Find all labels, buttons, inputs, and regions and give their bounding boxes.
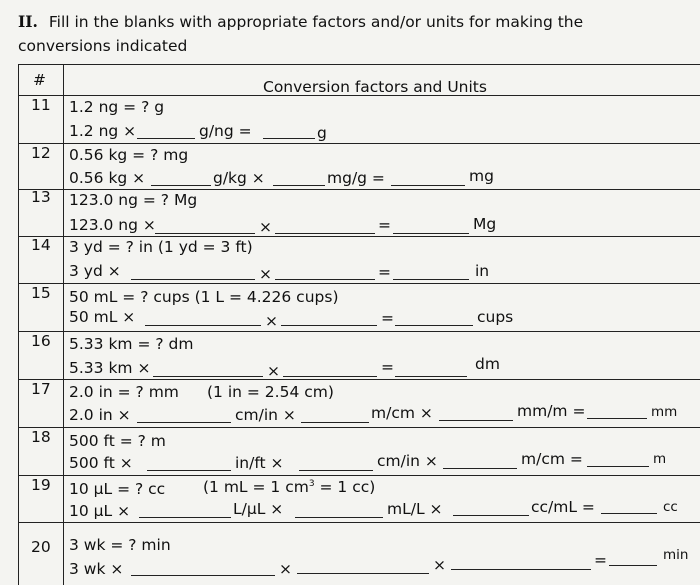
equals-13: = xyxy=(378,216,391,234)
unit-19-b: mL/L × xyxy=(387,500,443,518)
times-14: × xyxy=(259,265,272,283)
row-number-19: 19 xyxy=(31,476,51,494)
times-20-a: × xyxy=(279,560,292,578)
factor-19: (1 mL = 1 $cm^3 = 1$ cc) xyxy=(203,478,376,496)
times-20-b: × xyxy=(433,556,446,574)
blank-14-b[interactable] xyxy=(275,279,375,280)
row-divider xyxy=(19,427,700,428)
row-number-15: 15 xyxy=(31,284,51,302)
question-18: 500 ft = ? m xyxy=(69,432,166,450)
row-number-16: 16 xyxy=(31,332,51,350)
blank-20-d[interactable] xyxy=(609,565,657,566)
blank-20-b[interactable] xyxy=(297,573,429,574)
equals-15: = xyxy=(381,309,394,327)
unit-11-a: g/ng = xyxy=(199,122,252,140)
start-15: 50 mL × xyxy=(69,308,136,326)
times-15: × xyxy=(265,312,278,330)
blank-19-b[interactable] xyxy=(295,517,383,518)
unit-19-d: cc xyxy=(663,499,678,515)
row-divider xyxy=(19,283,700,284)
question-15: 50 mL = ? cups (1 L = 4.226 cups) xyxy=(69,288,339,306)
blank-11-a[interactable] xyxy=(137,138,195,139)
row-divider xyxy=(19,143,700,144)
start-17: 2.0 in × xyxy=(69,406,131,424)
start-13: 123.0 ng × xyxy=(69,216,156,234)
blank-17-d[interactable] xyxy=(587,418,647,419)
question-11: 1.2 ng = ? g xyxy=(69,98,165,116)
row-number-13: 13 xyxy=(31,188,51,206)
unit-20-d: min xyxy=(663,547,689,563)
row-number-18: 18 xyxy=(31,428,51,446)
instructions-text: Fill in the blanks with appropriate factors and/or units for making the conversions indicated xyxy=(18,13,584,55)
question-20: 3 wk = ? min xyxy=(69,536,171,554)
blank-16-a[interactable] xyxy=(153,376,263,377)
blank-16-c[interactable] xyxy=(395,376,467,377)
row-number-20: 20 xyxy=(31,538,51,556)
start-11: 1.2 ng × xyxy=(69,122,137,140)
blank-13-b[interactable] xyxy=(275,233,375,234)
equals-20: = xyxy=(594,551,607,569)
unit-15-c: cups xyxy=(477,308,514,326)
unit-17-b: m/cm × xyxy=(371,404,433,422)
conversion-table xyxy=(18,64,700,585)
row-divider xyxy=(19,522,700,523)
blank-17-a[interactable] xyxy=(137,422,231,423)
row-number-14: 14 xyxy=(31,236,51,254)
unit-12-c: mg xyxy=(469,167,494,185)
blank-18-d[interactable] xyxy=(587,466,649,467)
row-number-17: 17 xyxy=(31,380,51,398)
unit-14-c: in xyxy=(475,262,490,280)
blank-14-a[interactable] xyxy=(131,279,255,280)
blank-19-c[interactable] xyxy=(453,515,529,516)
times-13: × xyxy=(259,218,272,236)
row-divider xyxy=(19,379,700,380)
blank-12-c[interactable] xyxy=(391,185,465,186)
blank-18-c[interactable] xyxy=(443,468,517,469)
start-19: 10 μL × xyxy=(69,502,131,520)
unit-17-d: mm xyxy=(651,404,678,420)
row-divider xyxy=(19,475,700,476)
question-12: 0.56 kg = ? mg xyxy=(69,146,189,164)
row-number-11: 11 xyxy=(31,96,51,114)
blank-17-b[interactable] xyxy=(301,422,369,423)
blank-11-b[interactable] xyxy=(263,138,315,139)
unit-13-c: Mg xyxy=(473,215,497,233)
start-14: 3 yd × xyxy=(69,262,121,280)
unit-12-a: g/kg × xyxy=(213,169,265,187)
unit-19-c: cc/mL = xyxy=(531,498,595,516)
blank-15-c[interactable] xyxy=(395,325,473,326)
factor-17: (1 in = 2.54 cm) xyxy=(207,383,334,401)
blank-13-a[interactable] xyxy=(155,233,255,234)
equals-16: = xyxy=(381,358,394,376)
question-16: 5.33 km = ? dm xyxy=(69,335,194,353)
blank-15-a[interactable] xyxy=(145,325,261,326)
unit-18-a: in/ft × xyxy=(235,454,284,472)
blank-18-a[interactable] xyxy=(147,470,231,471)
blank-17-c[interactable] xyxy=(439,420,513,421)
row-number-12: 12 xyxy=(31,144,51,162)
blank-16-b[interactable] xyxy=(283,376,377,377)
blank-13-c[interactable] xyxy=(393,233,469,234)
header-title: Conversion factors and Units xyxy=(263,78,487,96)
equals-14: = xyxy=(378,263,391,281)
unit-17-a: cm/in × xyxy=(235,406,296,424)
row-divider xyxy=(19,331,700,332)
unit-11-b: g xyxy=(317,124,327,142)
times-16: × xyxy=(267,362,280,380)
unit-17-c: mm/m = xyxy=(517,402,586,420)
blank-12-a[interactable] xyxy=(151,185,211,186)
unit-19-a: L/μL × xyxy=(233,500,284,518)
start-16: 5.33 km × xyxy=(69,359,151,377)
instructions-heading xyxy=(18,10,678,58)
blank-14-c[interactable] xyxy=(393,279,469,280)
blank-19-d[interactable] xyxy=(601,513,657,514)
question-19: 10 μL = ? cc xyxy=(69,480,166,498)
blank-20-a[interactable] xyxy=(131,575,275,576)
header-hash: # xyxy=(33,71,46,89)
unit-18-b: cm/in × xyxy=(377,452,438,470)
question-14: 3 yd = ? in (1 yd = 3 ft) xyxy=(69,238,253,256)
blank-20-c[interactable] xyxy=(451,569,591,570)
start-12: 0.56 kg × xyxy=(69,169,146,187)
unit-16-c: dm xyxy=(475,355,500,373)
blank-19-a[interactable] xyxy=(139,517,231,518)
start-20: 3 wk × xyxy=(69,560,124,578)
question-17: 2.0 in = ? mm xyxy=(69,383,179,401)
unit-18-c: m/cm = xyxy=(521,450,583,468)
blank-12-b[interactable] xyxy=(273,185,325,186)
section-number: II. xyxy=(18,12,38,31)
unit-18-d: m xyxy=(653,451,667,467)
unit-12-b: mg/g = xyxy=(327,169,385,187)
blank-15-b[interactable] xyxy=(281,325,377,326)
start-18: 500 ft × xyxy=(69,454,133,472)
question-13: 123.0 ng = ? Mg xyxy=(69,191,198,209)
blank-18-b[interactable] xyxy=(299,470,373,471)
